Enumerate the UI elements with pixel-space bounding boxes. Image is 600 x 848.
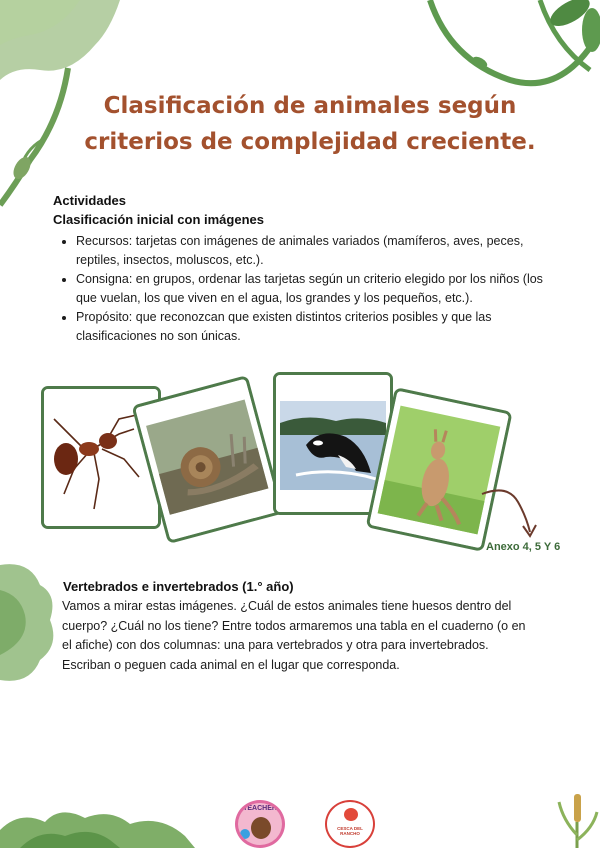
bullet-resources: • Recursos: tarjetas con imágenes de animales variados (mamíferos, aves, peces, reptiles, insectos, moluscos, etc.). bbox=[76, 232, 546, 270]
apple-icon bbox=[344, 808, 358, 821]
activities-heading: Actividades bbox=[53, 193, 126, 208]
page-title bbox=[60, 88, 560, 160]
cesca-logo bbox=[325, 800, 375, 848]
cesca-logo-text: CESCA DEL RANCHO bbox=[337, 826, 363, 836]
section2-heading: Vertebrados e invertebrados (1.° año) bbox=[63, 579, 294, 594]
title-line-1: Clasificación de animales según bbox=[103, 93, 517, 119]
bottom-left-bush bbox=[0, 800, 200, 848]
bullet-purpose: • Propósito: que reconozcan que existen distintos criterios posibles y que las clasificaciones no son únicas. bbox=[76, 308, 546, 346]
teacher-logo-ring bbox=[240, 829, 250, 839]
bottom-right-reed bbox=[555, 790, 600, 848]
annex-label: Anexo 4, 5 Y 6 bbox=[486, 541, 561, 553]
teacher-avatar bbox=[251, 817, 271, 839]
curved-arrow-icon bbox=[478, 488, 548, 544]
title-line-2: criterios de complejidad creciente. bbox=[84, 129, 536, 155]
left-bush bbox=[0, 560, 60, 690]
section2-paragraph: Vamos a mirar estas imágenes. ¿Cuál de estos animales tiene huesos dentro del cuerpo? ¿Cuál no los tiene? Entre todos armaremos una tabla en el cuaderno (o en el afiche) con dos columnas: una para vertebrados y otra para invertebrados. Escriban o peguen cada animal en el lugar que corresponda. bbox=[62, 599, 526, 672]
bullet-instruction: • Consigna: en grupos, ordenar las tarjetas según un criterio elegido por los niños (los que vuelan, los que viven en el agua, los grandes y los pequeños, etc.). bbox=[76, 270, 546, 308]
subheading: Clasificación inicial con imágenes bbox=[53, 212, 264, 227]
bullet-list bbox=[58, 232, 546, 346]
teacher-logo bbox=[235, 800, 285, 848]
teacher-logo-text: TEACHER bbox=[243, 805, 277, 812]
